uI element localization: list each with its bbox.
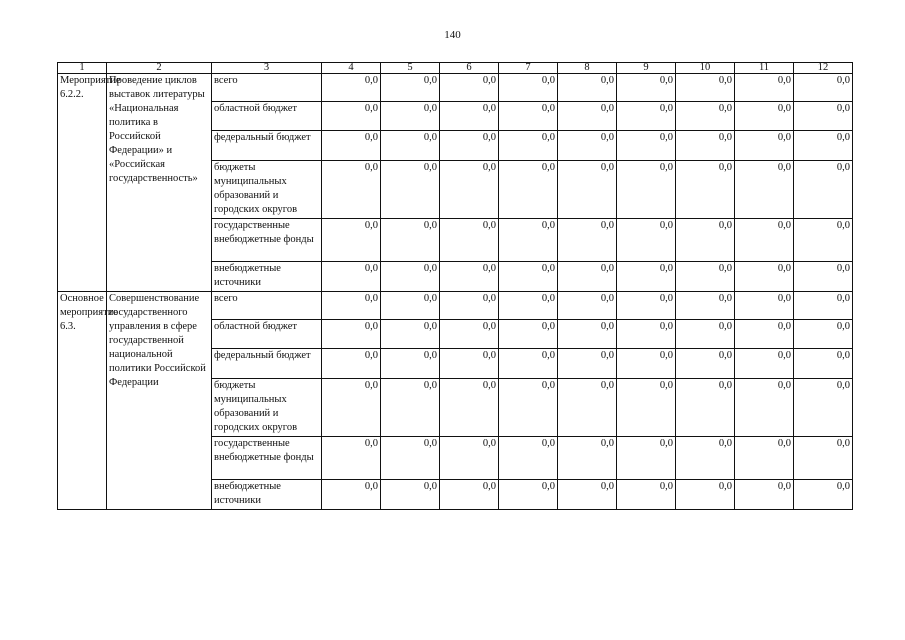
value-cell: 0,0 — [794, 437, 853, 480]
column-number: 10 — [676, 63, 735, 74]
value-cell: 0,0 — [558, 262, 617, 292]
value-cell: 0,0 — [499, 320, 558, 349]
column-number: 3 — [212, 63, 322, 74]
value-cell: 0,0 — [558, 437, 617, 480]
value-cell: 0,0 — [440, 219, 499, 262]
column-number: 7 — [499, 63, 558, 74]
table-row — [58, 74, 853, 102]
value-cell: 0,0 — [381, 102, 440, 131]
value-cell: 0,0 — [735, 262, 794, 292]
value-cell: 0,0 — [735, 131, 794, 161]
value-cell: 0,0 — [794, 102, 853, 131]
value-cell: 0,0 — [440, 102, 499, 131]
column-number: 5 — [381, 63, 440, 74]
value-cell: 0,0 — [617, 102, 676, 131]
column-number: 8 — [558, 63, 617, 74]
column-number: 4 — [322, 63, 381, 74]
value-cell: 0,0 — [440, 74, 499, 102]
value-cell: 0,0 — [381, 379, 440, 437]
value-cell: 0,0 — [499, 379, 558, 437]
column-number: 9 — [617, 63, 676, 74]
funding-source: внебюджетные источники — [212, 262, 322, 292]
value-cell: 0,0 — [617, 262, 676, 292]
column-number: 1 — [58, 63, 107, 74]
value-cell: 0,0 — [735, 480, 794, 510]
value-cell: 0,0 — [322, 74, 381, 102]
measure-name: Проведение циклов выставок литературы «Национальная политика в Российской Федерации» и «Российская государственность» — [107, 74, 212, 292]
value-cell: 0,0 — [440, 349, 499, 379]
funding-source: всего — [212, 292, 322, 320]
value-cell: 0,0 — [558, 161, 617, 219]
value-cell: 0,0 — [617, 480, 676, 510]
value-cell: 0,0 — [322, 102, 381, 131]
value-cell: 0,0 — [499, 292, 558, 320]
funding-source: федеральный бюджет — [212, 349, 322, 379]
value-cell: 0,0 — [676, 131, 735, 161]
measure-code: Мероприятие 6.2.2. — [58, 74, 107, 292]
value-cell: 0,0 — [499, 262, 558, 292]
value-cell: 0,0 — [440, 161, 499, 219]
value-cell: 0,0 — [322, 219, 381, 262]
funding-source: бюджеты муниципальных образований и городских округов — [212, 161, 322, 219]
funding-source: областной бюджет — [212, 102, 322, 131]
value-cell: 0,0 — [558, 102, 617, 131]
value-cell: 0,0 — [440, 379, 499, 437]
value-cell: 0,0 — [794, 349, 853, 379]
value-cell: 0,0 — [381, 219, 440, 262]
value-cell: 0,0 — [676, 292, 735, 320]
table-row — [58, 292, 853, 320]
value-cell: 0,0 — [794, 480, 853, 510]
value-cell: 0,0 — [735, 349, 794, 379]
value-cell: 0,0 — [322, 349, 381, 379]
value-cell: 0,0 — [617, 131, 676, 161]
value-cell: 0,0 — [499, 480, 558, 510]
column-number-row — [58, 63, 853, 74]
value-cell: 0,0 — [499, 437, 558, 480]
value-cell: 0,0 — [735, 379, 794, 437]
value-cell: 0,0 — [617, 292, 676, 320]
value-cell: 0,0 — [735, 102, 794, 131]
funding-source: бюджеты муниципальных образований и городских округов — [212, 379, 322, 437]
value-cell: 0,0 — [676, 437, 735, 480]
value-cell: 0,0 — [381, 74, 440, 102]
value-cell: 0,0 — [735, 320, 794, 349]
funding-source: областной бюджет — [212, 320, 322, 349]
funding-source: государственные внебюджетные фонды — [212, 219, 322, 262]
value-cell: 0,0 — [381, 292, 440, 320]
measure-code: Основное мероприятие 6.3. — [58, 292, 107, 510]
measure-name: Совершенствование государственного управления в сфере государственной национальной политики Российской Федерации — [107, 292, 212, 510]
value-cell: 0,0 — [676, 480, 735, 510]
value-cell: 0,0 — [322, 437, 381, 480]
value-cell: 0,0 — [322, 292, 381, 320]
value-cell: 0,0 — [558, 74, 617, 102]
value-cell: 0,0 — [499, 349, 558, 379]
value-cell: 0,0 — [794, 131, 853, 161]
funding-source: государственные внебюджетные фонды — [212, 437, 322, 480]
value-cell: 0,0 — [322, 131, 381, 161]
value-cell: 0,0 — [794, 161, 853, 219]
value-cell: 0,0 — [381, 320, 440, 349]
value-cell: 0,0 — [499, 131, 558, 161]
value-cell: 0,0 — [735, 74, 794, 102]
value-cell: 0,0 — [440, 320, 499, 349]
budget-table — [57, 62, 853, 510]
value-cell: 0,0 — [676, 379, 735, 437]
value-cell: 0,0 — [440, 131, 499, 161]
value-cell: 0,0 — [617, 74, 676, 102]
value-cell: 0,0 — [735, 161, 794, 219]
value-cell: 0,0 — [676, 74, 735, 102]
value-cell: 0,0 — [794, 219, 853, 262]
funding-source: внебюджетные источники — [212, 480, 322, 510]
value-cell: 0,0 — [794, 262, 853, 292]
value-cell: 0,0 — [558, 349, 617, 379]
value-cell: 0,0 — [381, 262, 440, 292]
column-number: 2 — [107, 63, 212, 74]
value-cell: 0,0 — [794, 292, 853, 320]
value-cell: 0,0 — [617, 379, 676, 437]
value-cell: 0,0 — [617, 161, 676, 219]
value-cell: 0,0 — [381, 437, 440, 480]
value-cell: 0,0 — [322, 480, 381, 510]
value-cell: 0,0 — [381, 131, 440, 161]
value-cell: 0,0 — [558, 379, 617, 437]
value-cell: 0,0 — [499, 161, 558, 219]
value-cell: 0,0 — [676, 161, 735, 219]
value-cell: 0,0 — [558, 480, 617, 510]
value-cell: 0,0 — [322, 262, 381, 292]
value-cell: 0,0 — [322, 379, 381, 437]
value-cell: 0,0 — [735, 437, 794, 480]
column-number: 6 — [440, 63, 499, 74]
value-cell: 0,0 — [617, 320, 676, 349]
funding-source: всего — [212, 74, 322, 102]
value-cell: 0,0 — [322, 161, 381, 219]
funding-source: федеральный бюджет — [212, 131, 322, 161]
column-number: 12 — [794, 63, 853, 74]
value-cell: 0,0 — [794, 379, 853, 437]
value-cell: 0,0 — [735, 219, 794, 262]
value-cell: 0,0 — [617, 219, 676, 262]
column-number: 11 — [735, 63, 794, 74]
value-cell: 0,0 — [558, 131, 617, 161]
value-cell: 0,0 — [676, 320, 735, 349]
value-cell: 0,0 — [499, 74, 558, 102]
value-cell: 0,0 — [676, 219, 735, 262]
value-cell: 0,0 — [676, 102, 735, 131]
value-cell: 0,0 — [558, 292, 617, 320]
value-cell: 0,0 — [558, 320, 617, 349]
value-cell: 0,0 — [381, 349, 440, 379]
value-cell: 0,0 — [676, 262, 735, 292]
value-cell: 0,0 — [794, 320, 853, 349]
value-cell: 0,0 — [617, 349, 676, 379]
value-cell: 0,0 — [794, 74, 853, 102]
value-cell: 0,0 — [440, 262, 499, 292]
page-number: 140 — [444, 29, 461, 41]
value-cell: 0,0 — [499, 102, 558, 131]
value-cell: 0,0 — [381, 161, 440, 219]
value-cell: 0,0 — [499, 219, 558, 262]
value-cell: 0,0 — [558, 219, 617, 262]
value-cell: 0,0 — [381, 480, 440, 510]
value-cell: 0,0 — [440, 480, 499, 510]
value-cell: 0,0 — [676, 349, 735, 379]
value-cell: 0,0 — [322, 320, 381, 349]
value-cell: 0,0 — [735, 292, 794, 320]
value-cell: 0,0 — [440, 292, 499, 320]
value-cell: 0,0 — [617, 437, 676, 480]
value-cell: 0,0 — [440, 437, 499, 480]
